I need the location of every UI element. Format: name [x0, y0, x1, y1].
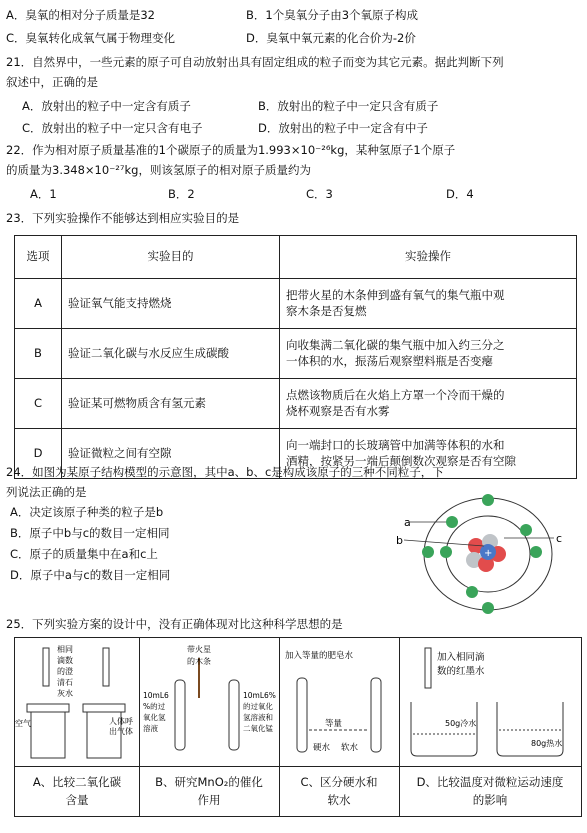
q22-option-c: C．3 — [306, 187, 333, 201]
row-option: B — [15, 329, 62, 379]
table-row — [15, 379, 577, 429]
fig-a-text: 人体呼 — [109, 717, 133, 726]
q20-option-b: B．1个臭氧分子由3个氧原子构成 — [246, 8, 419, 22]
caption-line: 含量 — [65, 793, 89, 808]
figure-d — [399, 638, 581, 766]
caption-c — [279, 766, 399, 816]
fig-d-text: 加入相同滴 — [437, 652, 485, 663]
fig-d-text: 80g热水 — [531, 739, 563, 748]
fig-b-text: 氢溶液和 — [243, 713, 273, 722]
q21-option-b: B．放射出的粒子中一定只含有质子 — [258, 99, 439, 113]
fig-c-text: 硬水 — [313, 743, 331, 753]
q23-table — [14, 235, 577, 479]
fig-b-text: 10mL6% — [243, 691, 276, 700]
row-operation — [280, 329, 577, 379]
caption-line: 作用 — [197, 793, 221, 808]
q25-cell-b — [139, 638, 280, 816]
row-operation — [280, 279, 577, 329]
operation-line: 向一端封口的长玻璃管中加满等体积的水和 — [286, 437, 505, 452]
fig-b-text: 二氧化锰 — [243, 724, 273, 733]
fig-a-text: 清石 — [57, 678, 73, 687]
q21-option-d: D．放射出的粒子中一定含有中子 — [258, 121, 428, 135]
operation-line: 烧杯观察是否有水雾 — [286, 403, 390, 418]
nucleus-icon — [466, 534, 506, 572]
label-b: b — [396, 534, 403, 547]
row-option: C — [15, 379, 62, 429]
caption-line: D、比较温度对微粒运动速度 — [416, 775, 564, 789]
q24-stem-line2: 列说法正确的是 — [6, 485, 87, 499]
caption-a — [15, 766, 139, 816]
q24-stem-line1: 24．如图为某原子结构模型的示意图，其中a、b、c是构成该原子的三种不同粒子，下 — [6, 465, 444, 479]
fig-c-text: 加入等量的肥皂水 — [285, 651, 354, 661]
row-goal: 验证微粒之间有空隙 — [62, 429, 280, 479]
q21-stem-line1: 21．自然界中，一些元素的原子可自动放射出具有固定组成的粒子而变为其它元素。据此判断下列 — [6, 55, 504, 69]
operation-line: 酒精，按紧另一端后颠倒数次观察是否有空隙 — [286, 453, 516, 468]
fig-d-text: 50g冷水 — [445, 719, 477, 728]
row-option: A — [15, 279, 62, 329]
q22-option-d: D．4 — [446, 187, 474, 201]
row-goal: 验证氧气能支持燃烧 — [62, 279, 280, 329]
figure-a — [15, 638, 139, 766]
q21-option-a: A．放射出的粒子中一定含有质子 — [22, 99, 191, 113]
q24-option-c: C．原子的质量集中在a和c上 — [10, 547, 158, 561]
table-row — [15, 279, 577, 329]
operation-line: 把带火星的木条伸到盛有氧气的集气瓶中观 — [286, 287, 505, 302]
q25-stem: 25．下列实验方案的设计中，没有正确体现对比这种科学思想的是 — [6, 617, 343, 631]
header-operation: 实验操作 — [280, 236, 577, 279]
fig-b-text: 氧化氢 — [143, 713, 166, 722]
fig-b-text: %的过 — [143, 702, 166, 711]
figure-b — [139, 638, 279, 766]
header-goal: 实验目的 — [62, 236, 280, 279]
row-goal: 验证二氧化碳与水反应生成碳酸 — [62, 329, 280, 379]
q25-cell-a — [15, 638, 140, 816]
q22-stem-line1: 22．作为相对原子质量基准的1个碳原子的质量为1.993×10⁻²⁶kg，某种氢原子1个原子 — [6, 143, 456, 157]
atom-model-diagram — [394, 494, 574, 614]
q25-cell-d — [399, 638, 581, 816]
fig-b-text: 带火星 — [187, 645, 211, 654]
q22-stem-line2: 的质量为3.348×10⁻²⁷kg，则该氢原子的相对原子质量约为 — [6, 163, 311, 177]
q23-stem: 23．下列实验操作不能够达到相应实验目的是 — [6, 211, 240, 225]
q21-option-c: C．放射出的粒子中一定只含有电子 — [22, 121, 203, 135]
caption-line: B、研究MnO₂的催化 — [155, 775, 263, 789]
caption-line: 的影响 — [472, 793, 508, 808]
caption-line: 软水 — [327, 793, 351, 808]
caption-d — [399, 766, 581, 816]
q24-option-d: D．原子中a与c的数目一定相同 — [10, 568, 171, 582]
fig-c-text: 等量 — [325, 719, 343, 729]
operation-line: 点燃该物质后在火焰上方罩一个冷而干燥的 — [286, 387, 505, 402]
caption-b — [139, 766, 279, 816]
row-goal: 验证某可燃物质含有氢元素 — [62, 379, 280, 429]
fig-a-text: 相同 — [57, 645, 73, 654]
q24-option-b: B．原子中b与c的数目一定相同 — [10, 526, 170, 540]
label-a: a — [404, 516, 411, 529]
q25-figure-table — [14, 637, 582, 817]
operation-line: 向收集满二氧化碳的集气瓶中加入约三分之 — [286, 337, 505, 352]
fig-a-text: 出气体 — [109, 727, 133, 736]
q20-option-d: D．臭氧中氧元素的化合价为-2价 — [246, 31, 416, 45]
operation-line: 一体积的水，振荡后观察塑料瓶是否变瘪 — [286, 353, 493, 368]
row-operation — [280, 379, 577, 429]
fig-a-text: 空气 — [15, 719, 31, 728]
header-option: 选项 — [15, 236, 62, 279]
table-row — [15, 329, 577, 379]
fig-b-text: 的过氧化 — [243, 702, 273, 711]
label-c: c — [556, 532, 563, 545]
row-option: D — [15, 429, 62, 479]
table-header-row — [15, 236, 577, 279]
q22-option-a: A．1 — [30, 187, 57, 201]
figure-c — [279, 638, 399, 766]
fig-c-text: 软水 — [341, 743, 359, 753]
caption-line: C、区分硬水和 — [300, 775, 378, 789]
q20-option-c: C．臭氧转化成氧气属于物理变化 — [6, 31, 176, 45]
q21-stem-line2: 叙述中，正确的是 — [6, 75, 98, 89]
svg-text:+: + — [484, 548, 493, 559]
q24-option-a: A．决定该原子种类的粒子是b — [10, 505, 164, 519]
fig-a-text: 的澄 — [57, 667, 73, 676]
q22-option-b: B．2 — [168, 187, 195, 201]
fig-b-text: 的木条 — [187, 657, 211, 666]
fig-a-text: 灰水 — [57, 689, 73, 698]
fig-d-text: 数的红墨水 — [437, 666, 485, 677]
q20-option-a: A．臭氧的相对分子质量是32 — [6, 8, 155, 22]
q25-cell-c — [279, 638, 400, 816]
operation-line: 察木条是否复燃 — [286, 303, 367, 318]
caption-line: A、比较二氧化碳 — [32, 775, 122, 789]
fig-b-text: 10mL6 — [143, 691, 169, 700]
fig-a-text: 滴数 — [57, 656, 73, 665]
fig-b-text: 溶液 — [143, 724, 158, 733]
